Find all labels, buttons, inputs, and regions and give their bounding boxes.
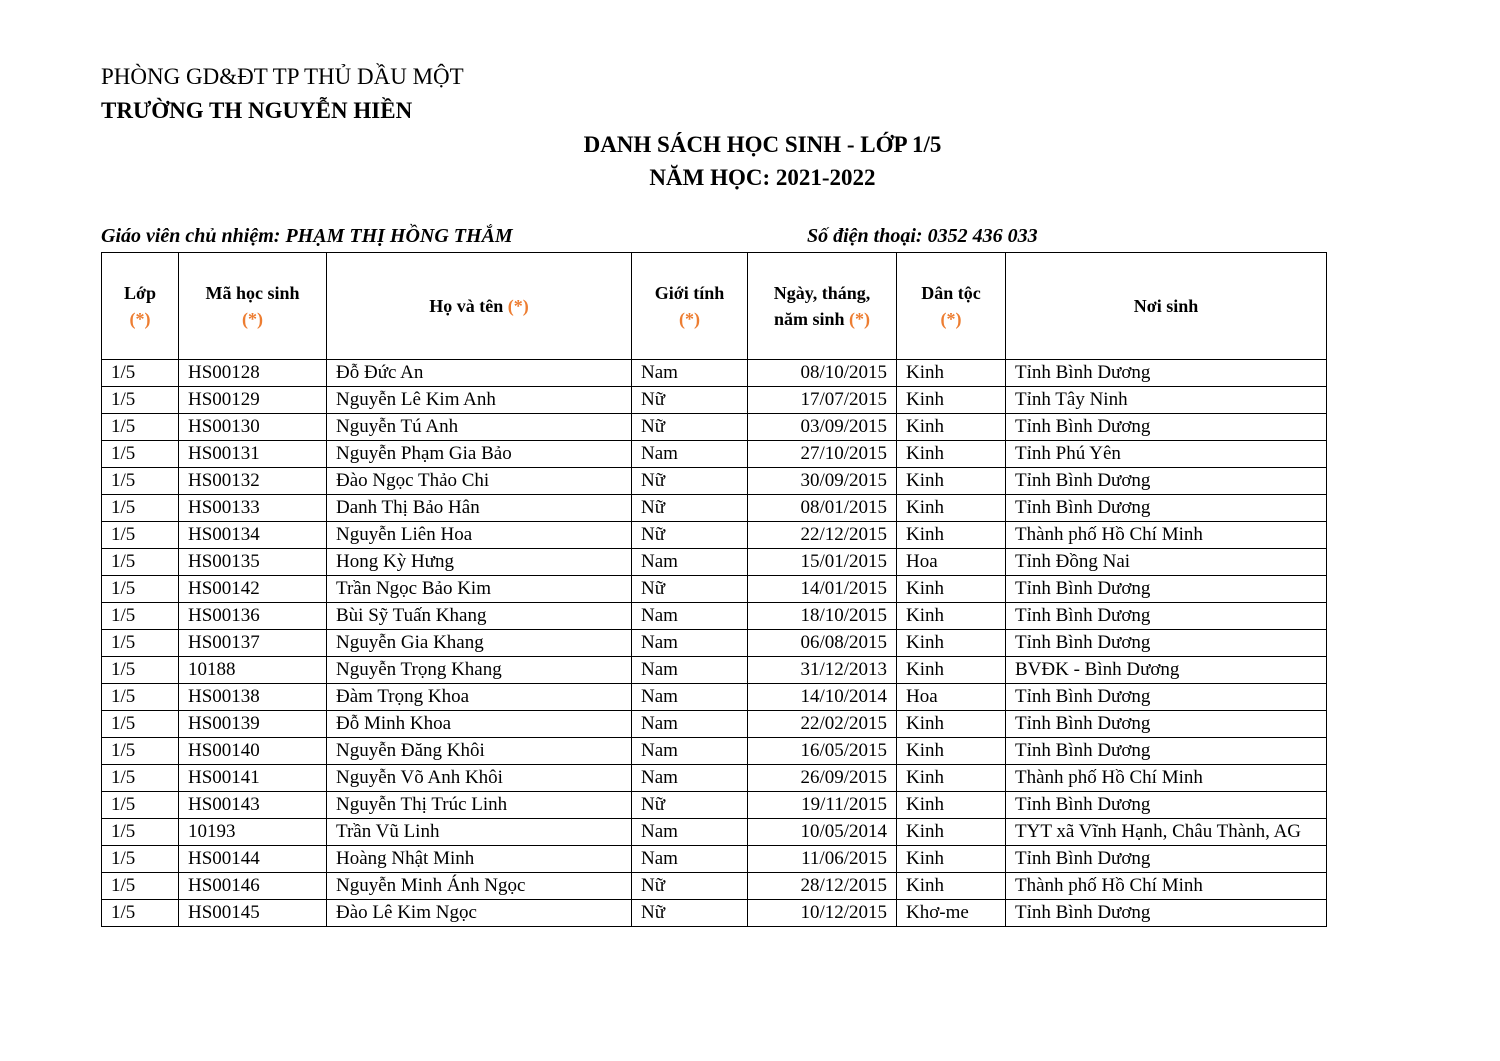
- cell-class: 1/5: [102, 711, 179, 738]
- cell-gender: Nữ: [632, 468, 748, 495]
- cell-name: Trần Vũ Linh: [327, 819, 632, 846]
- table-row: [102, 900, 1327, 927]
- cell-dob: 19/11/2015: [748, 792, 897, 819]
- cell-ethnicity: Hoa: [897, 684, 1006, 711]
- cell-birthplace: Tỉnh Bình Dương: [1006, 900, 1327, 927]
- cell-ethnicity: Kinh: [897, 576, 1006, 603]
- cell-birthplace: Tỉnh Bình Dương: [1006, 684, 1327, 711]
- required-mark: (*): [940, 309, 962, 329]
- cell-gender: Nam: [632, 684, 748, 711]
- cell-student-id: HS00134: [179, 522, 327, 549]
- cell-birthplace: TYT xã Vĩnh Hạnh, Châu Thành, AG: [1006, 819, 1327, 846]
- cell-name: Đàm Trọng Khoa: [327, 684, 632, 711]
- cell-name: Đỗ Minh Khoa: [327, 711, 632, 738]
- cell-dob: 16/05/2015: [748, 738, 897, 765]
- cell-class: 1/5: [102, 549, 179, 576]
- cell-birthplace: Tỉnh Bình Dương: [1006, 792, 1327, 819]
- cell-ethnicity: Kinh: [897, 873, 1006, 900]
- cell-dob: 27/10/2015: [748, 441, 897, 468]
- cell-gender: Nữ: [632, 792, 748, 819]
- cell-dob: 06/08/2015: [748, 630, 897, 657]
- cell-gender: Nam: [632, 603, 748, 630]
- cell-birthplace: Tỉnh Bình Dương: [1006, 630, 1327, 657]
- cell-gender: Nam: [632, 765, 748, 792]
- cell-name: Nguyễn Đăng Khôi: [327, 738, 632, 765]
- table-body: [102, 360, 1327, 927]
- cell-ethnicity: Kinh: [897, 765, 1006, 792]
- table-row: [102, 738, 1327, 765]
- cell-class: 1/5: [102, 603, 179, 630]
- cell-dob: 10/05/2014: [748, 819, 897, 846]
- cell-birthplace: Tỉnh Bình Dương: [1006, 576, 1327, 603]
- cell-student-id: HS00130: [179, 414, 327, 441]
- cell-class: 1/5: [102, 441, 179, 468]
- cell-gender: Nam: [632, 441, 748, 468]
- cell-gender: Nữ: [632, 387, 748, 414]
- cell-ethnicity: Kinh: [897, 360, 1006, 387]
- cell-student-id: HS00133: [179, 495, 327, 522]
- cell-class: 1/5: [102, 684, 179, 711]
- cell-gender: Nam: [632, 819, 748, 846]
- cell-name: Đào Lê Kim Ngọc: [327, 900, 632, 927]
- cell-dob: 08/01/2015: [748, 495, 897, 522]
- cell-student-id: HS00136: [179, 603, 327, 630]
- cell-name: Hong Kỳ Hưng: [327, 549, 632, 576]
- cell-dob: 28/12/2015: [748, 873, 897, 900]
- cell-birthplace: Tỉnh Bình Dương: [1006, 468, 1327, 495]
- cell-student-id: HS00131: [179, 441, 327, 468]
- cell-student-id: HS00135: [179, 549, 327, 576]
- col-header-birthplace: [1006, 253, 1327, 360]
- cell-dob: 26/09/2015: [748, 765, 897, 792]
- table-row: [102, 495, 1327, 522]
- cell-name: Trần Ngọc Bảo Kim: [327, 576, 632, 603]
- cell-ethnicity: Kinh: [897, 603, 1006, 630]
- document-title: DANH SÁCH HỌC SINH - LỚP 1/5: [583, 132, 942, 157]
- cell-dob: 30/09/2015: [748, 468, 897, 495]
- table-row: [102, 549, 1327, 576]
- col-header-gender: [632, 253, 748, 360]
- table-row: [102, 873, 1327, 900]
- cell-student-id: HS00132: [179, 468, 327, 495]
- cell-birthplace: Tỉnh Bình Dương: [1006, 495, 1327, 522]
- cell-class: 1/5: [102, 792, 179, 819]
- cell-student-id: 10188: [179, 657, 327, 684]
- cell-class: 1/5: [102, 900, 179, 927]
- cell-dob: 22/12/2015: [748, 522, 897, 549]
- cell-birthplace: Tỉnh Tây Ninh: [1006, 387, 1327, 414]
- table-row: [102, 387, 1327, 414]
- cell-class: 1/5: [102, 630, 179, 657]
- cell-student-id: 10193: [179, 819, 327, 846]
- cell-gender: Nam: [632, 657, 748, 684]
- table-row: [102, 657, 1327, 684]
- cell-ethnicity: Kinh: [897, 792, 1006, 819]
- col-header-ethnicity-label: Dân tộc: [921, 283, 981, 303]
- cell-name: Nguyễn Liên Hoa: [327, 522, 632, 549]
- cell-class: 1/5: [102, 495, 179, 522]
- cell-name: Nguyễn Gia Khang: [327, 630, 632, 657]
- cell-student-id: HS00146: [179, 873, 327, 900]
- cell-dob: 17/07/2015: [748, 387, 897, 414]
- cell-name: Nguyễn Võ Anh Khôi: [327, 765, 632, 792]
- col-header-class-label: Lớp: [124, 283, 156, 303]
- cell-dob: 03/09/2015: [748, 414, 897, 441]
- student-table: [101, 252, 1327, 927]
- col-header-birthplace-label: Nơi sinh: [1133, 296, 1199, 316]
- cell-birthplace: Tỉnh Phú Yên: [1006, 441, 1327, 468]
- cell-student-id: HS00142: [179, 576, 327, 603]
- cell-class: 1/5: [102, 765, 179, 792]
- cell-ethnicity: Kinh: [897, 657, 1006, 684]
- cell-birthplace: Tỉnh Bình Dương: [1006, 414, 1327, 441]
- col-header-dob-label-2: năm sinh: [773, 309, 845, 329]
- table-row: [102, 468, 1327, 495]
- cell-birthplace: Thành phố Hồ Chí Minh: [1006, 765, 1327, 792]
- cell-student-id: HS00145: [179, 900, 327, 927]
- cell-ethnicity: Kinh: [897, 711, 1006, 738]
- cell-class: 1/5: [102, 819, 179, 846]
- required-mark: (*): [849, 309, 871, 329]
- school-year: NĂM HỌC: 2021-2022: [649, 165, 876, 190]
- cell-class: 1/5: [102, 522, 179, 549]
- cell-gender: Nữ: [632, 873, 748, 900]
- cell-student-id: HS00144: [179, 846, 327, 873]
- cell-gender: Nữ: [632, 414, 748, 441]
- required-mark: (*): [129, 309, 151, 329]
- cell-birthplace: BVĐK - Bình Dương: [1006, 657, 1327, 684]
- cell-gender: Nam: [632, 630, 748, 657]
- cell-class: 1/5: [102, 387, 179, 414]
- cell-name: Nguyễn Phạm Gia Bảo: [327, 441, 632, 468]
- col-header-name: [327, 253, 632, 360]
- cell-ethnicity: Kinh: [897, 819, 1006, 846]
- cell-dob: 18/10/2015: [748, 603, 897, 630]
- col-header-dob-label-1: Ngày, tháng,: [773, 283, 871, 303]
- homeroom-teacher: Giáo viên chủ nhiệm: PHẠM THỊ HỒNG THẮM: [101, 225, 513, 247]
- col-header-student-id-label: Mã học sinh: [205, 283, 300, 303]
- cell-ethnicity: Hoa: [897, 549, 1006, 576]
- cell-name: Đào Ngọc Thảo Chi: [327, 468, 632, 495]
- table-row: [102, 765, 1327, 792]
- table-header-row: [102, 253, 1327, 360]
- cell-dob: 10/12/2015: [748, 900, 897, 927]
- cell-gender: Nữ: [632, 576, 748, 603]
- col-header-dob: [748, 253, 897, 360]
- table-row: [102, 441, 1327, 468]
- cell-student-id: HS00143: [179, 792, 327, 819]
- department-name: PHÒNG GD&ĐT TP THỦ DẦU MỘT: [101, 64, 464, 89]
- table-row: [102, 414, 1327, 441]
- cell-name: Danh Thị Bảo Hân: [327, 495, 632, 522]
- cell-class: 1/5: [102, 576, 179, 603]
- cell-gender: Nữ: [632, 495, 748, 522]
- cell-student-id: HS00140: [179, 738, 327, 765]
- cell-name: Hoàng Nhật Minh: [327, 846, 632, 873]
- cell-ethnicity: Kinh: [897, 468, 1006, 495]
- cell-birthplace: Tỉnh Bình Dương: [1006, 846, 1327, 873]
- col-header-class: [102, 253, 179, 360]
- cell-gender: Nam: [632, 738, 748, 765]
- cell-student-id: HS00137: [179, 630, 327, 657]
- cell-gender: Nam: [632, 549, 748, 576]
- cell-birthplace: Tỉnh Bình Dương: [1006, 360, 1327, 387]
- col-header-name-label: Họ và tên: [429, 296, 504, 316]
- cell-gender: Nam: [632, 360, 748, 387]
- cell-birthplace: Tỉnh Bình Dương: [1006, 738, 1327, 765]
- cell-student-id: HS00139: [179, 711, 327, 738]
- cell-name: Nguyễn Lê Kim Anh: [327, 387, 632, 414]
- school-name: TRƯỜNG TH NGUYỄN HIỀN: [101, 98, 413, 123]
- cell-birthplace: Thành phố Hồ Chí Minh: [1006, 522, 1327, 549]
- cell-name: Bùi Sỹ Tuấn Khang: [327, 603, 632, 630]
- cell-ethnicity: Kinh: [897, 522, 1006, 549]
- cell-ethnicity: Kinh: [897, 846, 1006, 873]
- cell-dob: 31/12/2013: [748, 657, 897, 684]
- cell-name: Nguyễn Tú Anh: [327, 414, 632, 441]
- cell-class: 1/5: [102, 468, 179, 495]
- cell-ethnicity: Kinh: [897, 387, 1006, 414]
- cell-dob: 08/10/2015: [748, 360, 897, 387]
- table-row: [102, 684, 1327, 711]
- col-header-ethnicity: [897, 253, 1006, 360]
- table-row: [102, 711, 1327, 738]
- cell-student-id: HS00128: [179, 360, 327, 387]
- cell-class: 1/5: [102, 657, 179, 684]
- cell-student-id: HS00138: [179, 684, 327, 711]
- cell-ethnicity: Kinh: [897, 630, 1006, 657]
- cell-gender: Nữ: [632, 522, 748, 549]
- cell-birthplace: Tỉnh Bình Dương: [1006, 711, 1327, 738]
- cell-ethnicity: Kinh: [897, 495, 1006, 522]
- cell-name: Nguyễn Minh Ánh Ngọc: [327, 873, 632, 900]
- cell-class: 1/5: [102, 360, 179, 387]
- cell-dob: 15/01/2015: [748, 549, 897, 576]
- cell-class: 1/5: [102, 414, 179, 441]
- cell-birthplace: Thành phố Hồ Chí Minh: [1006, 873, 1327, 900]
- cell-class: 1/5: [102, 846, 179, 873]
- cell-student-id: HS00129: [179, 387, 327, 414]
- table-row: [102, 522, 1327, 549]
- col-header-student-id: [179, 253, 327, 360]
- cell-name: Nguyễn Thị Trúc Linh: [327, 792, 632, 819]
- cell-ethnicity: Kinh: [897, 738, 1006, 765]
- table-row: [102, 819, 1327, 846]
- required-mark: (*): [679, 309, 700, 329]
- cell-birthplace: Tỉnh Đồng Nai: [1006, 549, 1327, 576]
- table-row: [102, 846, 1327, 873]
- cell-gender: Nam: [632, 711, 748, 738]
- phone-number: Số điện thoại: 0352 436 033: [807, 225, 1038, 247]
- table-row: [102, 360, 1327, 387]
- cell-ethnicity: Kinh: [897, 414, 1006, 441]
- cell-dob: 14/01/2015: [748, 576, 897, 603]
- col-header-gender-label: Giới tính: [654, 283, 725, 303]
- cell-name: Nguyễn Trọng Khang: [327, 657, 632, 684]
- cell-class: 1/5: [102, 873, 179, 900]
- table-row: [102, 792, 1327, 819]
- table-row: [102, 603, 1327, 630]
- cell-gender: Nữ: [632, 900, 748, 927]
- cell-dob: 11/06/2015: [748, 846, 897, 873]
- cell-gender: Nam: [632, 846, 748, 873]
- cell-ethnicity: Khơ-me: [897, 900, 1006, 927]
- table-row: [102, 576, 1327, 603]
- cell-ethnicity: Kinh: [897, 441, 1006, 468]
- cell-class: 1/5: [102, 738, 179, 765]
- cell-birthplace: Tỉnh Bình Dương: [1006, 603, 1327, 630]
- cell-dob: 22/02/2015: [748, 711, 897, 738]
- cell-student-id: HS00141: [179, 765, 327, 792]
- required-mark: (*): [507, 296, 529, 316]
- required-mark: (*): [242, 309, 263, 329]
- cell-name: Đỗ Đức An: [327, 360, 632, 387]
- cell-dob: 14/10/2014: [748, 684, 897, 711]
- table-row: [102, 630, 1327, 657]
